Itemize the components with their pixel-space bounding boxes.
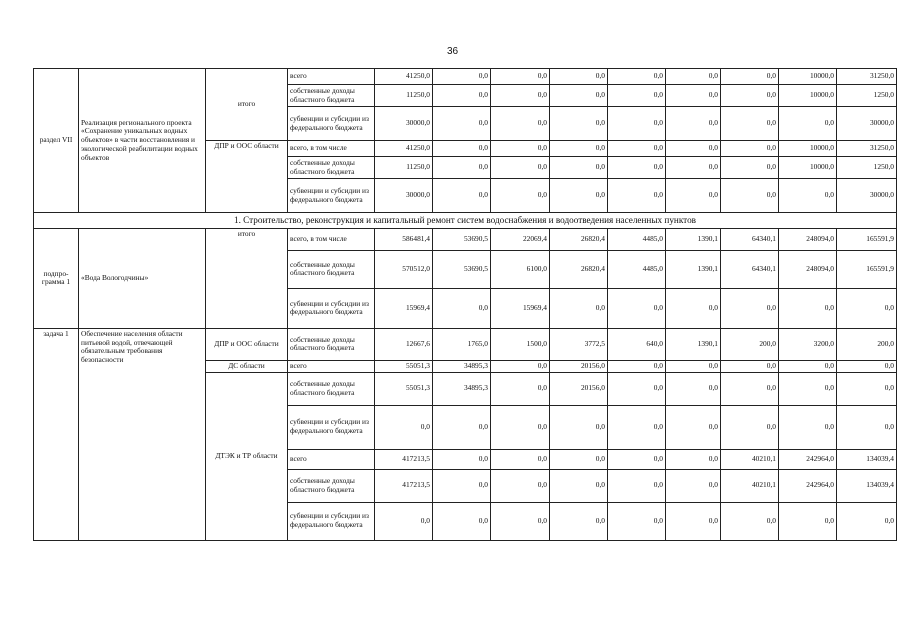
value-cell: 0,0 — [666, 85, 721, 107]
value-cell: 55051,3 — [375, 360, 433, 372]
value-cell: 40210,1 — [721, 449, 779, 469]
value-cell: 0,0 — [721, 372, 779, 405]
value-cell: 417213,5 — [375, 449, 433, 469]
value-cell: 11250,0 — [375, 85, 433, 107]
value-cell: 10000,0 — [779, 85, 837, 107]
value-cell: 0,0 — [608, 405, 666, 449]
value-cell: 0,0 — [491, 107, 550, 141]
value-cell: 1500,0 — [491, 328, 550, 360]
value-cell: 0,0 — [491, 85, 550, 107]
value-cell: 0,0 — [721, 405, 779, 449]
value-cell: 0,0 — [779, 107, 837, 141]
value-cell: 0,0 — [837, 288, 897, 328]
value-cell: 0,0 — [837, 372, 897, 405]
value-cell: 0,0 — [550, 157, 608, 179]
source-label-cell: собственные доходы областного бюджета — [288, 250, 375, 288]
source-label-cell: всего, в том числе — [288, 228, 375, 250]
value-cell: 1390,1 — [666, 250, 721, 288]
value-cell: 242964,0 — [779, 449, 837, 469]
value-cell: 586481,4 — [375, 228, 433, 250]
value-cell: 0,0 — [721, 157, 779, 179]
source-label-cell: всего — [288, 449, 375, 469]
value-cell: 0,0 — [433, 157, 491, 179]
executor-cell: ДПР и ООС области — [206, 328, 288, 360]
value-cell: 0,0 — [491, 372, 550, 405]
value-cell: 0,0 — [608, 157, 666, 179]
table-body — [34, 69, 897, 541]
value-cell: 30000,0 — [837, 179, 897, 213]
value-cell: 0,0 — [491, 469, 550, 502]
value-cell: 570512,0 — [375, 250, 433, 288]
value-cell: 417213,5 — [375, 469, 433, 502]
value-cell: 0,0 — [666, 107, 721, 141]
source-label-cell: субвенции и субсидии из федерального бюджета — [288, 502, 375, 540]
value-cell: 0,0 — [721, 141, 779, 157]
value-cell: 0,0 — [608, 107, 666, 141]
value-cell: 242964,0 — [779, 469, 837, 502]
value-cell: 0,0 — [608, 469, 666, 502]
value-cell: 31250,0 — [837, 69, 897, 85]
value-cell: 165591,9 — [837, 250, 897, 288]
value-cell: 3200,0 — [779, 328, 837, 360]
value-cell: 0,0 — [721, 288, 779, 328]
value-cell: 0,0 — [721, 360, 779, 372]
value-cell: 0,0 — [550, 107, 608, 141]
value-cell: 0,0 — [608, 179, 666, 213]
source-label-cell: всего — [288, 360, 375, 372]
value-cell: 0,0 — [721, 107, 779, 141]
executor-cell: итого — [206, 69, 288, 141]
value-cell: 0,0 — [550, 288, 608, 328]
value-cell: 0,0 — [666, 469, 721, 502]
value-cell: 0,0 — [608, 141, 666, 157]
value-cell: 0,0 — [375, 405, 433, 449]
section-code-cell: раздел VII — [34, 69, 79, 213]
value-cell: 0,0 — [666, 360, 721, 372]
value-cell: 1390,1 — [666, 328, 721, 360]
task-name-cell: Обеспечение населения области питьевой водой, отвечающей обязательным требования безопасности — [79, 328, 206, 540]
value-cell: 0,0 — [491, 69, 550, 85]
value-cell: 1765,0 — [433, 328, 491, 360]
source-label-cell: собственные доходы областного бюджета — [288, 328, 375, 360]
value-cell: 40210,1 — [721, 469, 779, 502]
subprogram-code-cell: подпро-грамма 1 — [34, 228, 79, 328]
value-cell: 0,0 — [491, 502, 550, 540]
value-cell: 0,0 — [491, 405, 550, 449]
value-cell: 53690,5 — [433, 250, 491, 288]
value-cell: 248094,0 — [779, 250, 837, 288]
value-cell: 20156,0 — [550, 360, 608, 372]
value-cell: 0,0 — [721, 85, 779, 107]
section-title: 1. Строительство, реконструкция и капитальный ремонт систем водоснабжения и водоотведения населенных пунктов — [34, 213, 897, 229]
value-cell: 0,0 — [550, 69, 608, 85]
value-cell: 0,0 — [666, 141, 721, 157]
value-cell: 0,0 — [837, 502, 897, 540]
value-cell: 0,0 — [550, 141, 608, 157]
value-cell: 0,0 — [550, 179, 608, 213]
value-cell: 64340,1 — [721, 228, 779, 250]
value-cell: 0,0 — [550, 449, 608, 469]
value-cell: 0,0 — [666, 449, 721, 469]
value-cell: 41250,0 — [375, 141, 433, 157]
source-label-cell: субвенции и субсидии из федерального бюджета — [288, 288, 375, 328]
value-cell: 0,0 — [433, 179, 491, 213]
value-cell: 134039,4 — [837, 469, 897, 502]
value-cell: 0,0 — [433, 405, 491, 449]
value-cell: 12667,6 — [375, 328, 433, 360]
value-cell: 0,0 — [666, 372, 721, 405]
value-cell: 0,0 — [608, 372, 666, 405]
value-cell: 0,0 — [666, 288, 721, 328]
value-cell: 6100,0 — [491, 250, 550, 288]
value-cell: 4485,0 — [608, 250, 666, 288]
executor-cell: ДТЭК и ТР области — [206, 372, 288, 540]
value-cell: 1250,0 — [837, 157, 897, 179]
value-cell: 0,0 — [550, 405, 608, 449]
value-cell: 30000,0 — [837, 107, 897, 141]
event-name-cell: Реализация регионального проекта «Сохранение уникальных водных объектов» в части восстановления и экологической реабилитации водных объектов — [79, 69, 206, 213]
value-cell: 0,0 — [550, 502, 608, 540]
value-cell: 0,0 — [666, 157, 721, 179]
subprogram-name-cell: «Вода Вологодчины» — [79, 228, 206, 328]
source-label-cell: субвенции и субсидии из федерального бюджета — [288, 179, 375, 213]
executor-cell: итого — [206, 228, 288, 328]
value-cell: 0,0 — [779, 372, 837, 405]
section-title-row — [34, 213, 897, 229]
value-cell: 0,0 — [491, 449, 550, 469]
source-label-cell: всего — [288, 69, 375, 85]
value-cell: 0,0 — [837, 360, 897, 372]
source-label-cell: собственные доходы областного бюджета — [288, 157, 375, 179]
value-cell: 0,0 — [779, 179, 837, 213]
source-label-cell: всего, в том числе — [288, 141, 375, 157]
value-cell: 0,0 — [608, 288, 666, 328]
value-cell: 1390,1 — [666, 228, 721, 250]
value-cell: 3772,5 — [550, 328, 608, 360]
value-cell: 0,0 — [608, 69, 666, 85]
value-cell: 0,0 — [433, 141, 491, 157]
value-cell: 0,0 — [608, 502, 666, 540]
value-cell: 4485,0 — [608, 228, 666, 250]
value-cell: 134039,4 — [837, 449, 897, 469]
value-cell: 0,0 — [837, 405, 897, 449]
value-cell: 0,0 — [666, 502, 721, 540]
value-cell: 11250,0 — [375, 157, 433, 179]
value-cell: 0,0 — [608, 360, 666, 372]
value-cell: 10000,0 — [779, 141, 837, 157]
value-cell: 34895,3 — [433, 360, 491, 372]
page-number: 36 — [446, 46, 459, 57]
table-row — [34, 228, 897, 250]
task-code-cell: задача 1 — [34, 328, 79, 540]
value-cell: 0,0 — [608, 449, 666, 469]
value-cell: 26820,4 — [550, 228, 608, 250]
value-cell: 0,0 — [433, 85, 491, 107]
value-cell: 640,0 — [608, 328, 666, 360]
value-cell: 0,0 — [779, 405, 837, 449]
value-cell: 64340,1 — [721, 250, 779, 288]
value-cell: 0,0 — [491, 157, 550, 179]
value-cell: 53690,5 — [433, 228, 491, 250]
value-cell: 0,0 — [375, 502, 433, 540]
value-cell: 34895,3 — [433, 372, 491, 405]
value-cell: 0,0 — [550, 469, 608, 502]
value-cell: 200,0 — [837, 328, 897, 360]
value-cell: 0,0 — [433, 69, 491, 85]
table-row — [34, 69, 897, 85]
value-cell: 10000,0 — [779, 157, 837, 179]
value-cell: 0,0 — [666, 69, 721, 85]
value-cell: 0,0 — [721, 179, 779, 213]
value-cell: 0,0 — [608, 85, 666, 107]
value-cell: 15969,4 — [375, 288, 433, 328]
value-cell: 0,0 — [550, 85, 608, 107]
value-cell: 0,0 — [666, 179, 721, 213]
source-label-cell: субвенции и субсидии из федерального бюджета — [288, 107, 375, 141]
value-cell: 0,0 — [779, 288, 837, 328]
table-row — [34, 328, 897, 360]
value-cell: 1250,0 — [837, 85, 897, 107]
value-cell: 200,0 — [721, 328, 779, 360]
value-cell: 41250,0 — [375, 69, 433, 85]
value-cell: 26820,4 — [550, 250, 608, 288]
value-cell: 30000,0 — [375, 107, 433, 141]
value-cell: 20156,0 — [550, 372, 608, 405]
value-cell: 0,0 — [721, 502, 779, 540]
value-cell: 165591,9 — [837, 228, 897, 250]
budget-table — [33, 68, 897, 541]
value-cell: 0,0 — [779, 360, 837, 372]
value-cell: 0,0 — [491, 141, 550, 157]
value-cell: 0,0 — [433, 469, 491, 502]
value-cell: 0,0 — [666, 405, 721, 449]
source-label-cell: собственные доходы областного бюджета — [288, 469, 375, 502]
value-cell: 0,0 — [491, 360, 550, 372]
value-cell: 10000,0 — [779, 69, 837, 85]
value-cell: 0,0 — [433, 107, 491, 141]
source-label-cell: субвенции и субсидии из федерального бюджета — [288, 405, 375, 449]
executor-cell: ДПР и ООС области — [206, 141, 288, 213]
source-label-cell: собственные доходы областного бюджета — [288, 372, 375, 405]
value-cell: 0,0 — [779, 502, 837, 540]
value-cell: 15969,4 — [491, 288, 550, 328]
value-cell: 0,0 — [433, 502, 491, 540]
value-cell: 0,0 — [721, 69, 779, 85]
value-cell: 31250,0 — [837, 141, 897, 157]
executor-cell: ДС области — [206, 360, 288, 372]
value-cell: 55051,3 — [375, 372, 433, 405]
value-cell: 0,0 — [491, 179, 550, 213]
source-label-cell: собственные доходы областного бюджета — [288, 85, 375, 107]
value-cell: 22069,4 — [491, 228, 550, 250]
value-cell: 30000,0 — [375, 179, 433, 213]
value-cell: 248094,0 — [779, 228, 837, 250]
value-cell: 0,0 — [433, 449, 491, 469]
value-cell: 0,0 — [433, 288, 491, 328]
